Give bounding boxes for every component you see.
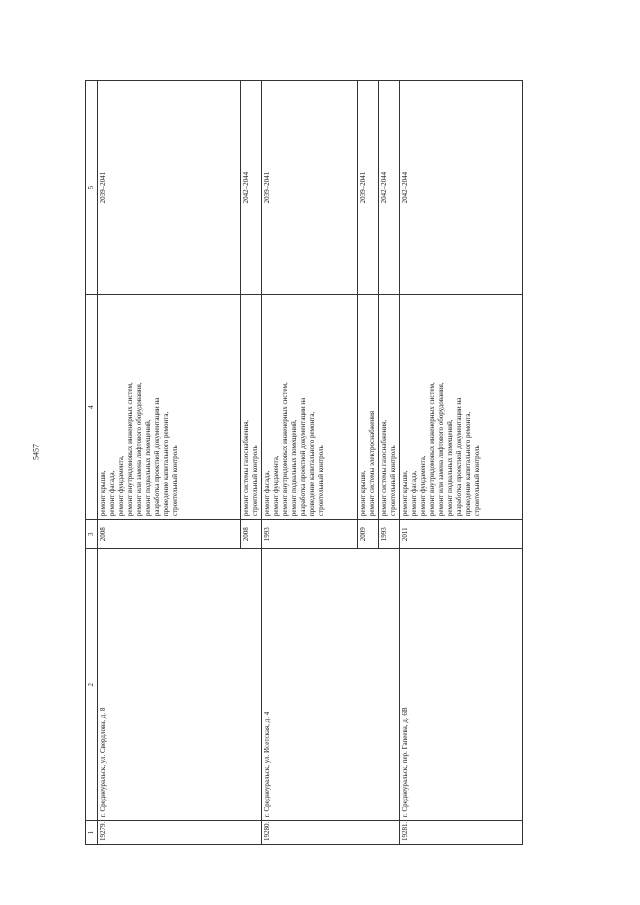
period-cell: 2042–2044 [379,81,400,295]
work-item: ремонт внутридомовых инженерных систем, [428,382,436,517]
row-number: 19279. [98,821,262,845]
work-item: ремонт или замена лифтового оборудования, [437,382,445,517]
work-item: ремонт фундамента, [272,455,280,517]
address-cell: г. Среднеуральск, ул. Исетская, д. 4 [262,549,400,821]
work-item: ремонт внутридомовых инженерных систем, [281,382,289,517]
work-item: строительный контроль [473,445,481,517]
table-row [262,81,358,845]
work-item: ремонт подвальных помещений, [290,419,298,517]
year-cell: 2009 [358,520,379,549]
period-cell: 2042–2044 [241,81,262,295]
work-item: разработка проектной документации на [455,397,463,517]
work-item: ремонт системы газоснабжения, [242,419,250,517]
rotated-table-wrapper [85,80,507,845]
work-item: ремонт подвальных помещений, [144,419,152,517]
address-cell: г. Среднеуральск, пер. Гапеева, д. 6В [400,549,523,821]
address-cell: г. Среднеуральск, ул. Свердлова, д. 8 [98,549,262,821]
work-item: ремонт фасада, [263,470,271,517]
work-item: проведение капитального ремонта, [464,411,472,517]
work-item: ремонт системы электроснабжения [368,410,376,517]
work-item: строительный контроль [389,445,397,517]
header-cell-5: 5 [86,81,98,295]
work-item: ремонт фундамента, [117,455,125,517]
work-item: строительный контроль [171,445,179,517]
row-number: 19281. [400,821,523,845]
works-cell [379,295,400,520]
work-item: ремонт внутридомовых инженерных систем, [126,382,134,517]
work-item: ремонт фасада, [410,470,418,517]
work-item: ремонт системы газоснабжения, [380,419,388,517]
row-number: 19280. [262,821,400,845]
header-cell-1: 1 [86,821,98,845]
table-row [98,81,241,845]
period-cell: 2039–2041 [358,81,379,295]
year-cell: 1993 [262,520,358,549]
year-cell: 2008 [241,520,262,549]
work-item: проведение капитального ремонта, [308,411,316,517]
works-cell [241,295,262,520]
year-cell: 1993 [379,520,400,549]
work-item: строительный контроль [251,445,259,517]
work-item: ремонт фундамента, [419,455,427,517]
work-item: строительный контроль [317,445,325,517]
page-number: 5457 [31,444,41,460]
header-cell-4: 4 [86,295,98,520]
work-item: разработка проектной документации на [299,397,307,517]
header-row [86,81,98,845]
period-cell: 2042–2044 [400,81,523,295]
repair-schedule-table [85,80,523,845]
year-cell: 2008 [98,520,241,549]
header-cell-2: 2 [86,549,98,821]
year-cell: 2011 [400,520,523,549]
work-item: ремонт крыши, [401,470,409,517]
work-item: ремонт крыши, [359,470,367,517]
period-cell: 2039–2041 [98,81,241,295]
period-cell: 2039–2041 [262,81,358,295]
work-item: ремонт фасада, [108,470,116,517]
work-item: разработка проектной документации на [153,397,161,517]
table-row [400,81,523,845]
work-item: ремонт подвальных помещений, [446,419,454,517]
works-cell [358,295,379,520]
work-item: ремонт или замена лифтового оборудования, [135,382,143,517]
work-item: ремонт крыши, [99,470,107,517]
works-cell [262,295,358,520]
works-cell [400,295,523,520]
header-cell-3: 3 [86,520,98,549]
works-cell [98,295,241,520]
work-item: проведение капитального ремонта, [162,411,170,517]
